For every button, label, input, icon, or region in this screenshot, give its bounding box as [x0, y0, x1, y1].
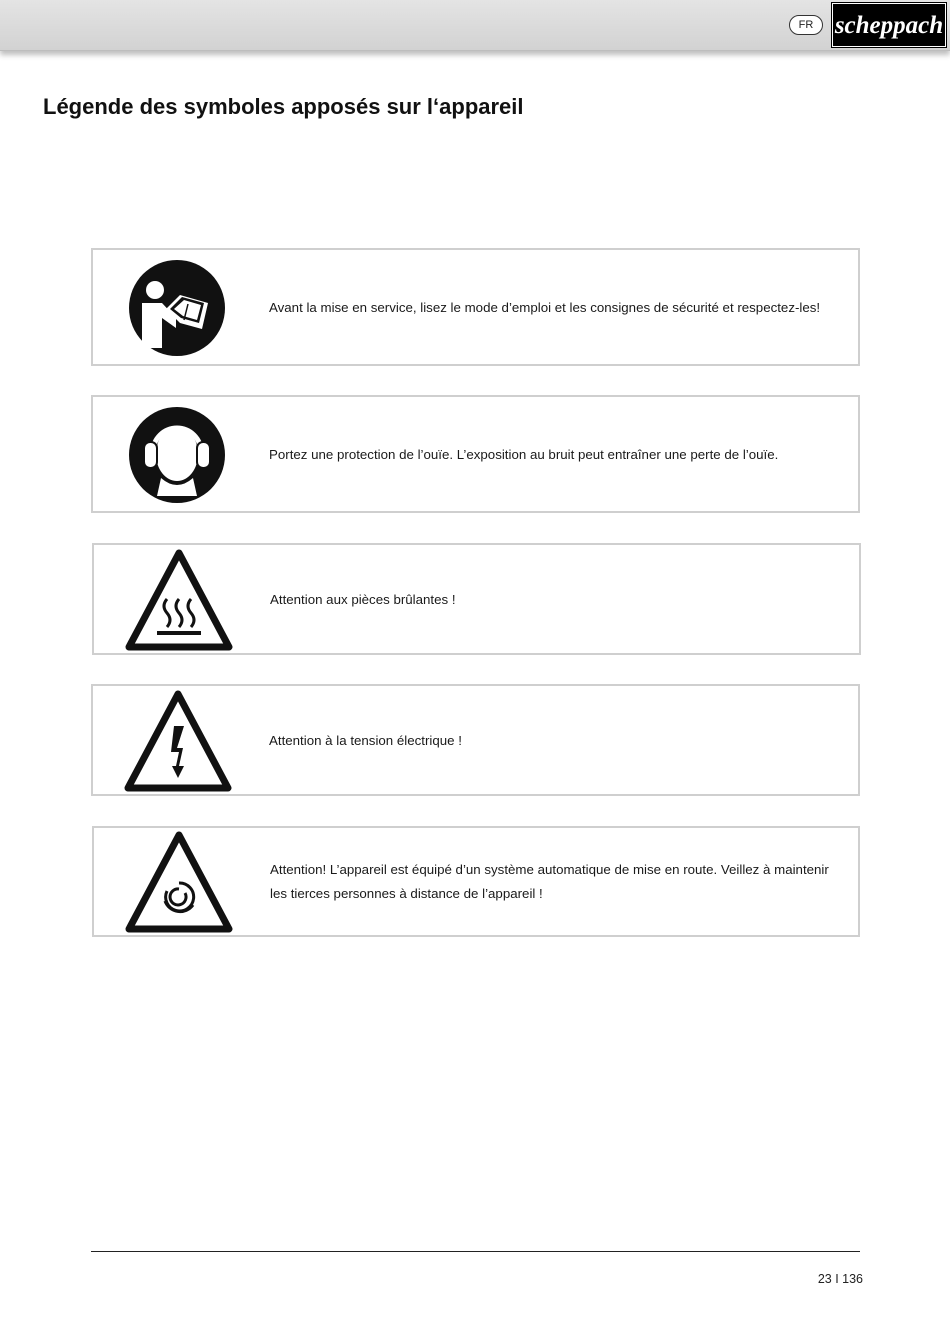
footer-divider [91, 1251, 860, 1252]
brand-logo-text: scheppach [834, 12, 944, 39]
symbol-row-automatic-start [92, 826, 860, 937]
symbol-description: Attention à la tension électrique ! [269, 733, 462, 748]
hot-surface-warning-icon [125, 549, 233, 656]
symbol-description: Attention! L’appareil est équipé d’un système automatique de mise en route. Veillez à maintenir les tierces personnes à distance de l’appareil ! [270, 862, 829, 901]
symbol-row-read-manual [91, 248, 860, 366]
symbol-description: Attention aux pièces brûlantes ! [270, 592, 456, 607]
symbol-description: Portez une protection de l’ouïe. L’exposition au bruit peut entraîner une perte de l’ouïe. [269, 447, 779, 462]
symbol-row-electric-voltage [91, 684, 860, 796]
electric-voltage-warning-icon [124, 690, 232, 797]
page-number: 23 I 136 [817, 1272, 863, 1286]
header-bar [0, 0, 950, 51]
symbol-row-hearing-protection [91, 395, 860, 513]
language-badge: FR [789, 15, 823, 35]
automatic-start-warning-icon [125, 831, 233, 938]
symbol-description: Avant la mise en service, lisez le mode d’emploi et les consignes de sécurité et respectez-les! [269, 300, 821, 315]
hearing-protection-icon [128, 406, 226, 509]
symbol-row-hot-surface [92, 543, 861, 655]
read-manual-icon [128, 259, 226, 362]
brand-logo [831, 2, 947, 48]
page-title: Légende des symboles apposés sur l‘appareil [43, 94, 524, 119]
